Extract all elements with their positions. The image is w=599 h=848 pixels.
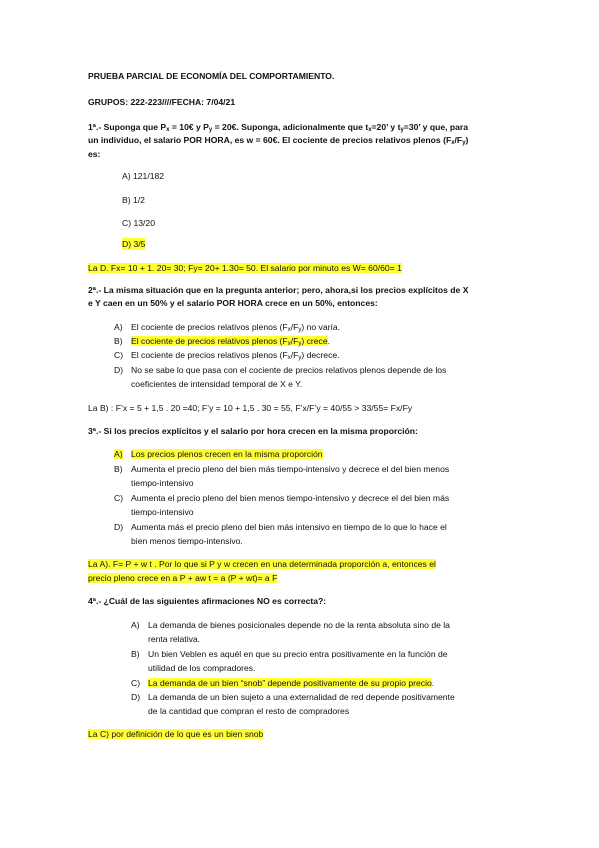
q4-option-b-line-2: utilidad de los compradores.: [148, 663, 256, 673]
q4-option-d-label: D): [131, 692, 141, 702]
q3-answer-line-1: La A). F= P + w t . Por lo que si P y w crecen en una determinada proporción a, entonces el: [88, 559, 436, 569]
q1-option-d: D) 3/5: [122, 239, 146, 249]
q2-option-d-line-2: coeficientes de intensidad temporal de X e Y.: [131, 379, 303, 389]
q4-option-b-label: B): [131, 649, 140, 659]
q4-answer: La C) por definición de lo que es un bien snob: [88, 729, 264, 739]
q3-option-b-line-1: Aumenta el precio pleno del bien más tiempo-intensivo y decrece el del bien menos: [131, 464, 450, 474]
q2-option-c-label: C): [114, 350, 124, 360]
q2-option-d-line-1: No se sabe lo que pasa con el cociente de precios relativos plenos depende de los: [131, 365, 447, 375]
q1-option-c: C) 13/20: [122, 218, 155, 228]
q3-option-b-line-2: tiempo-intensivo: [131, 478, 194, 488]
q3-option-a-text: Los precios plenos crecen en la misma proporción: [131, 449, 323, 459]
q4-option-a-line-1: La demanda de bienes posicionales depende no de la renta absoluta sino de la: [148, 620, 450, 630]
document-title: PRUEBA PARCIAL DE ECONOMÍA DEL COMPORTAMIENTO.: [88, 71, 335, 81]
q3-option-d-line-1: Aumenta más el precio pleno del bien más intensivo en tiempo de lo que lo hace el: [131, 522, 447, 532]
q2-option-b-label: B): [114, 336, 123, 346]
q2-line-1: 2ª.- La misma situación que en la pregunta anterior; pero, ahora,si los precios explícitos de X: [88, 285, 469, 295]
q1-option-a: A) 121/182: [122, 171, 165, 181]
q3-line-1: 3ª.- Si los precios explícitos y el salario por hora crecen en la misma proporción:: [88, 426, 418, 436]
q4-option-d-line-2: de la cantidad que compran el resto de compradores: [148, 706, 350, 716]
q4-option-a-line-2: renta relativa.: [148, 634, 201, 644]
q4-option-a-label: A): [131, 620, 140, 630]
q3-option-b-label: B): [114, 464, 123, 474]
q1-line-1: 1ª.- Suponga que $P_x$ = 10€ y $P_y$ = 20€. Suponga, adicionalmente que $t_x=20$’ y $t_y=30$’ y que, para: [88, 122, 469, 133]
q2-answer: La B) : F’x = 5 + 1,5 . 20 =40; F’y = 10 + 1,5 . 30 = 55, F’x/F’y = 40/55 > 33/55= Fx/Fy: [88, 403, 413, 413]
groups-date: GRUPOS: 222-223////FECHA: 7/04/21: [88, 97, 236, 107]
q1-line-3: es:: [88, 149, 101, 159]
q2-option-b-text: El cociente de precios relativos plenos $(F_x/F_y)$ crece.: [131, 336, 330, 347]
q3-option-c-label: C): [114, 493, 124, 503]
q2-option-a-label: A): [114, 322, 123, 332]
q4-line-1: 4ª.- ¿Cuál de las siguientes afirmaciones NO es correcta?:: [88, 596, 327, 606]
q3-answer-line-2: precio pleno crece en a P + aw t = a (P + wt)= a F: [88, 573, 278, 583]
q2-option-d-label: D): [114, 365, 124, 375]
q4-option-b-line-1: Un bien Veblen es aquél en que su precio entra positivamente en la función de: [148, 649, 448, 659]
q4-option-c-text: La demanda de un bien “snob” depende positivamente de su propio precio.: [148, 678, 435, 688]
q3-option-c-line-2: tiempo-intensivo: [131, 507, 194, 517]
q3-option-c-line-1: Aumenta el precio pleno del bien menos tiempo-intensivo y decrece el del bien más: [131, 493, 450, 503]
q4-option-d-line-1: La demanda de un bien sujeto a una externalidad de red depende positivamente: [148, 692, 455, 702]
q4-option-c-label: C): [131, 678, 141, 688]
q1-answer: La D. Fx= 10 + 1. 20= 30; Fy= 20+ 1.30= 50. El salario por minuto es W= 60/60= 1: [88, 263, 402, 273]
q2-option-a-text: El cociente de precios relativos plenos $(F_x/F_y)$ no varía.: [131, 322, 341, 333]
q2-option-c-text: El cociente de precios relativos plenos $(F_x/F_y)$ decrece.: [131, 350, 340, 361]
q1-line-2: un individuo, el salario POR HORA, es w = 60€. El cociente de precios relativos plenos $(F_x/F_y)$: [88, 135, 469, 146]
q3-option-d-label: D): [114, 522, 124, 532]
q2-line-2: e Y caen en un 50% y el salario POR HORA crece en un 50%, entonces:: [88, 298, 378, 308]
q1-option-b: B) 1/2: [122, 195, 145, 205]
q3-option-a-label: A): [114, 449, 123, 459]
q3-option-d-line-2: bien menos tiempo-intensivo.: [131, 536, 243, 546]
